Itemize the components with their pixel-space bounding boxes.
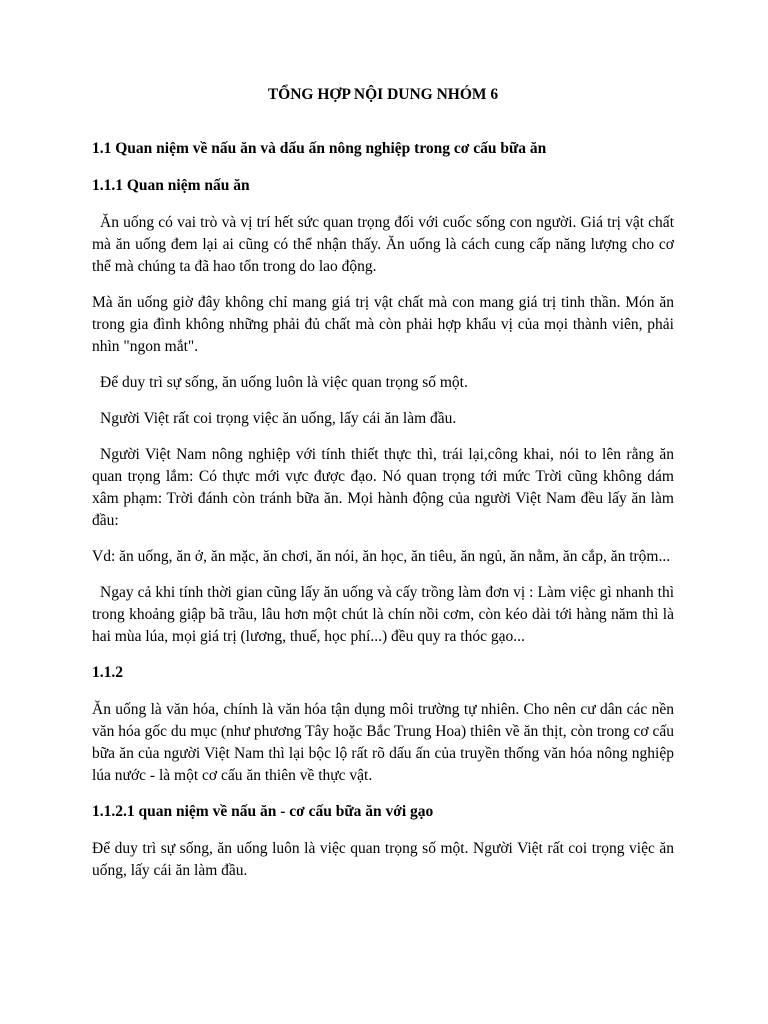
paragraph: Mà ăn uống giờ đây không chỉ mang giá trị vật chất mà con mang giá trị tinh thần. Món ăn trong gia đình không những phải đủ chất mà còn phải hợp khẩu vị của mọi thành viên, phải nhìn "ngon mắt". [92,294,674,355]
paragraph: Để duy trì sự sống, ăn uống luôn là việc quan trọng số một. [100,374,468,391]
paragraph: Để duy trì sự sống, ăn uống luôn là việc quan trọng số một. Người Việt rất coi trọng việc ăn uống, lấy cái ăn làm đầu. [92,840,674,879]
section-heading-1-1: 1.1 Quan niệm về nấu ăn và dấu ấn nông nghiệp trong cơ cấu bữa ăn [92,140,547,157]
paragraph: Vd: ăn uống, ăn ở, ăn mặc, ăn chơi, ăn nói, ăn học, ăn tiêu, ăn ngủ, ăn nằm, ăn cắp, ăn trộm... [92,548,671,565]
paragraph: Người Việt Nam nông nghiệp với tính thiết thực thì, trái lại,công khai, nói to lên rằng ăn quan trọng lắm: Có thực mới vực được đạo. Nó quan trọng tới mức Trời cũng không dám xâm phạm: Trời đánh còn tránh bữa ăn. Mọi hành động của người Việt Nam đều lấy ăn làm đầu: [92,446,674,529]
document-title: TỔNG HỢP NỘI DUNG NHÓM 6 [267,86,499,103]
paragraph: Người Việt rất coi trọng việc ăn uống, lấy cái ăn làm đầu. [100,410,457,427]
paragraph: Ngay cả khi tính thời gian cũng lấy ăn uống và cấy trồng làm đơn vị : Làm việc gì nhanh thì trong khoảng giập bã trầu, lâu hơn một chút là chín nồi cơm, còn kéo dài tới hàng năm thì là hai mùa lúa, mọi giá trị (lương, thuế, học phí...) đều quy ra thóc gạo... [92,584,674,645]
section-heading-1-1-1: 1.1.1 Quan niệm nấu ăn [92,177,250,194]
document-page [92,84,674,896]
paragraph: Ăn uống có vai trò và vị trí hết sức quan trọng đối với cuốc sống con người. Giá trị vật chất mà ăn uống đem lại ai cũng có thể nhận thấy. Ăn uống là cách cung cấp năng lượng cho cơ thể mà chúng ta đã hao tổn trong do lao động. [92,214,674,275]
paragraph: Ăn uống là văn hóa, chính là văn hóa tận dụng môi trường tự nhiên. Cho nên cư dân các nền văn hóa gốc du mục (như phương Tây hoặc Bắc Trung Hoa) thiên về ăn thịt, còn trong cơ cấu bữa ăn của người Việt Nam thì lại bộc lộ rất rõ dấu ấn của truyền thống văn hóa nông nghiệp lúa nước - là một cơ cấu ăn thiên về thực vật. [92,701,674,784]
section-heading-1-1-2-1: 1.1.2.1 quan niệm về nấu ăn - cơ cấu bữa ăn với gạo [92,803,434,820]
section-heading-1-1-2: 1.1.2 [92,664,123,681]
